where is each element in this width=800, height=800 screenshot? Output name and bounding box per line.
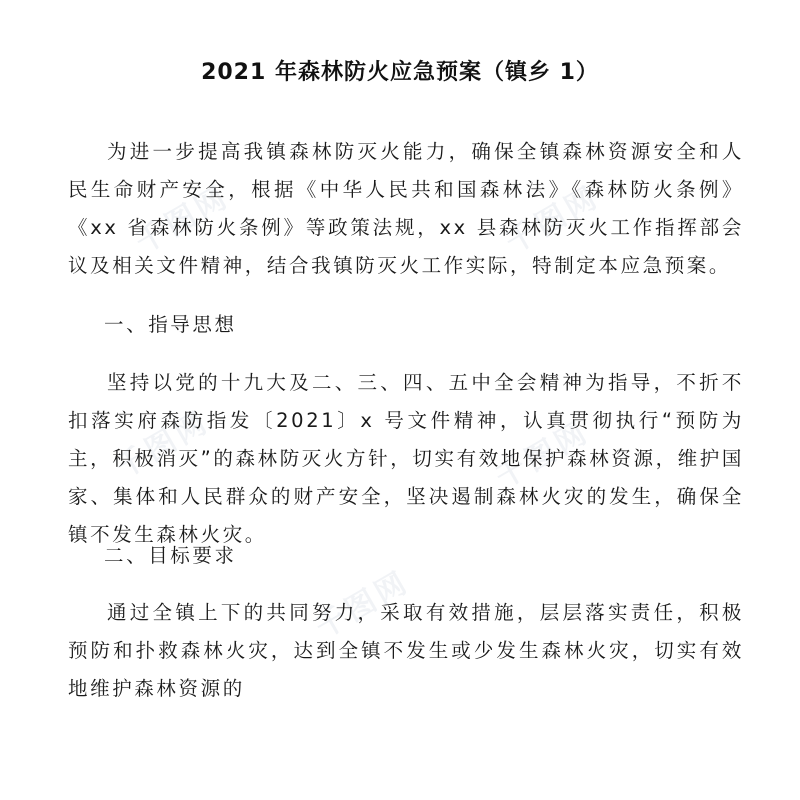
watermark: 千图网 (109, 404, 216, 486)
section-body-guiding-ideology: 坚持以党的十九大及二、三、四、五中全会精神为指导，不折不扣落实府森防指发〔2021〕x 号文件精神，认真贯彻执行“预防为主，积极消灭”的森林防灭火方针，切实有效地保护森林资源，维护国家、集体和人民群众的财产安全，坚决遏制森林火灾的发生，确保全镇不发生森林火灾。 (68, 371, 744, 546)
section-heading-goals: 二、目标要求 (104, 544, 237, 567)
intro-paragraph: 为进一步提高我镇森林防灭火能力，确保全镇森林资源安全和人民生命财产安全，根据《中华人民共和国森林法》《森林防火条例》《xx 省森林防火条例》等政策法规，xx 县森林防灭火工作指挥部会议及相关文件精神，结合我镇防灭火工作实际，特制定本应急预案。 (68, 140, 744, 277)
document-title: 2021 年森林防火应急预案（镇乡 1） (201, 59, 599, 85)
section-body-goals: 通过全镇上下的共同努力，采取有效措施，层层落实责任，积极预防和扑救森林火灾，达到全镇不发生或少发生森林火灾，切实有效地维护森林资源的 (68, 601, 744, 700)
section-heading-guiding-ideology: 一、指导思想 (104, 313, 237, 336)
watermark: 千图网 (129, 179, 236, 261)
watermark: 千图网 (489, 414, 596, 496)
watermark: 千图网 (499, 179, 606, 261)
watermark: 千图网 (309, 564, 416, 646)
